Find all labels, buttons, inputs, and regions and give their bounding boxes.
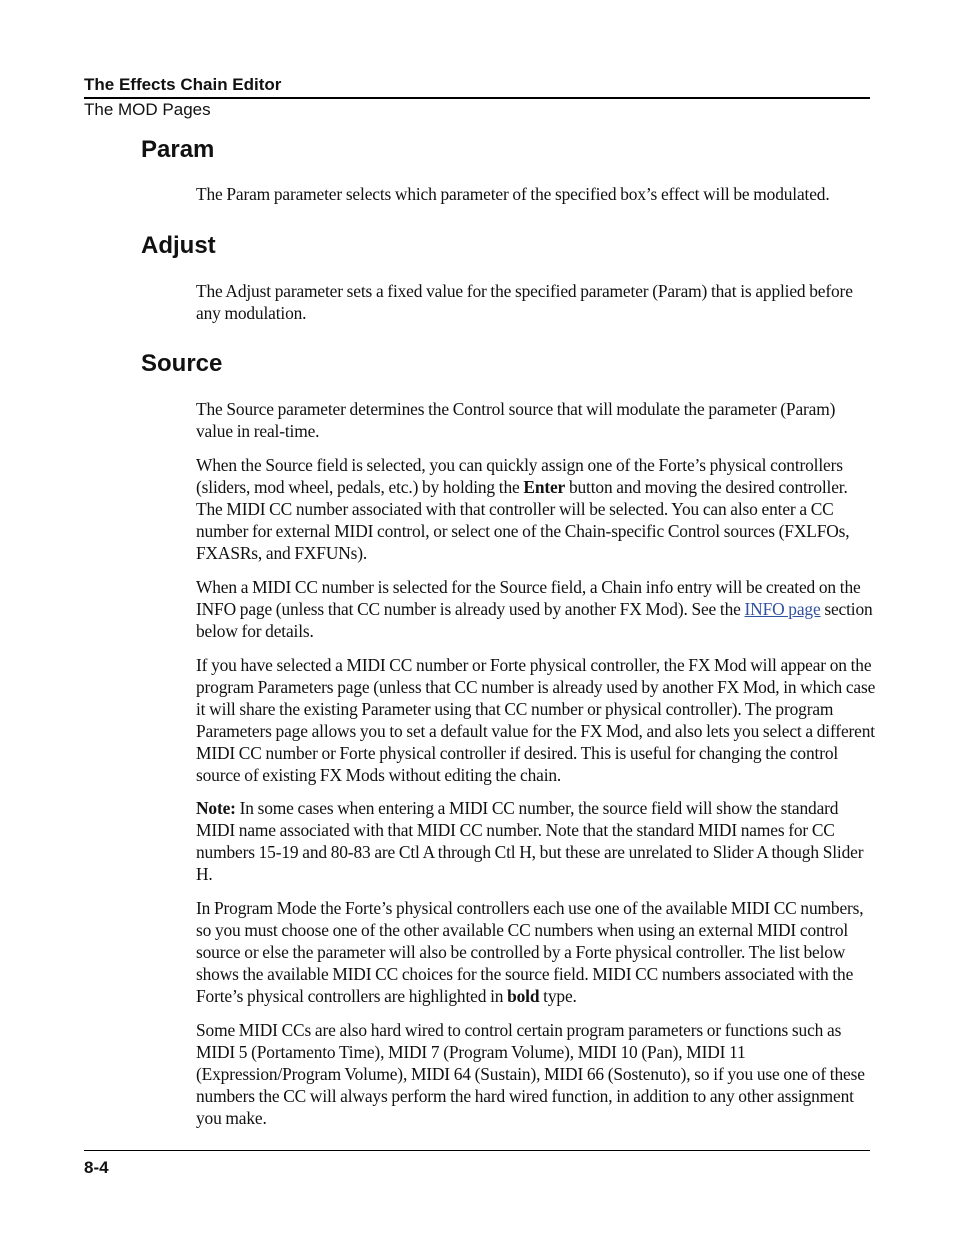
chapter-title: The Effects Chain Editor <box>84 75 282 94</box>
p2-text-b: button and moving the desired controller. The MIDI CC number associated with that controller will be selected. You can also enter a CC number for external MIDI control, or select one of the Chain-specific Control sources (FXLFOs, FXASRs, and FXFUNs). <box>196 477 850 563</box>
p2-text-a: When the Source field is selected, you can quickly assign one of the Forte’s physical controllers (sliders, mod wheel, pedals, etc.) by holding the <box>196 455 843 497</box>
page-number: 8-4 <box>84 1158 109 1177</box>
info-page-link[interactable]: INFO page <box>744 599 821 619</box>
source-paragraph-7: Some MIDI CCs are also hard wired to control certain program parameters or functions such as MIDI 5 (Portamento Time), MIDI 7 (Program Volume), MIDI 10 (Pan), MIDI 11 (Expression/Program Volume), MIDI 64 (Sustain), MIDI 66 (Sostenuto), so if you use one of these numbers the CC will always perform the hard wired function, in addition to any other assignment you make. <box>196 1020 865 1128</box>
p5-text: In some cases when entering a MIDI CC number, the source field will show the standard MIDI name associated with that MIDI CC number. Note that the standard MIDI names for CC numbers 15-19 and 80-83 are Ctl A through Ctl H, but these are unrelated to Slider A though Slider H. <box>196 798 864 884</box>
section-title: The MOD Pages <box>84 100 211 119</box>
p3-text-a: When a MIDI CC number is selected for the Source field, a Chain info entry will be created on the INFO page (unless that CC number is already used by another FX Mod). See the <box>196 577 861 619</box>
bold-term: bold <box>507 986 540 1006</box>
heading-source: Source <box>141 350 223 377</box>
heading-adjust: Adjust <box>141 232 216 259</box>
source-paragraph-1: The Source parameter determines the Control source that will modulate the parameter (Param) value in real-time. <box>196 399 836 441</box>
note-label: Note: <box>196 798 236 818</box>
source-paragraph-6 <box>196 897 876 1007</box>
param-paragraph: The Param parameter selects which parameter of the specified box’s effect will be modulated. <box>196 184 830 204</box>
source-paragraph-4: If you have selected a MIDI CC number or Forte physical controller, the FX Mod will appear on the program Parameters page (unless that CC number is already used by another FX Mod, in which case it will share the existing Parameter using that CC number or physical controller). The program Parameters page allows you to set a default value for the FX Mod, and also lets you select a different MIDI CC number or Forte physical controller if desired. This is useful for changing the control source of existing FX Mods without editing the chain. <box>196 655 876 785</box>
p3-text-b: section below for details. <box>196 599 873 641</box>
source-paragraph-5 <box>196 797 876 885</box>
footer-rule <box>84 1150 870 1151</box>
p6-text-b: type. <box>539 986 577 1006</box>
source-paragraph-2 <box>196 454 876 564</box>
enter-button-term: Enter <box>523 477 566 497</box>
header-rule <box>84 97 870 99</box>
heading-param: Param <box>141 136 215 163</box>
p6-text-a: In Program Mode the Forte’s physical controllers each use one of the available MIDI CC numbers, so you must choose one of the other available CC numbers when using an external MIDI control source or else the parameter will also be controlled by a Forte physical controller. The list below shows the available MIDI CC choices for the source field. MIDI CC numbers associated with the Forte’s physical controllers are highlighted in <box>196 898 864 1006</box>
source-paragraph-3 <box>196 576 876 642</box>
adjust-paragraph: The Adjust parameter sets a fixed value for the specified parameter (Param) that is applied before any modulation. <box>196 281 853 323</box>
